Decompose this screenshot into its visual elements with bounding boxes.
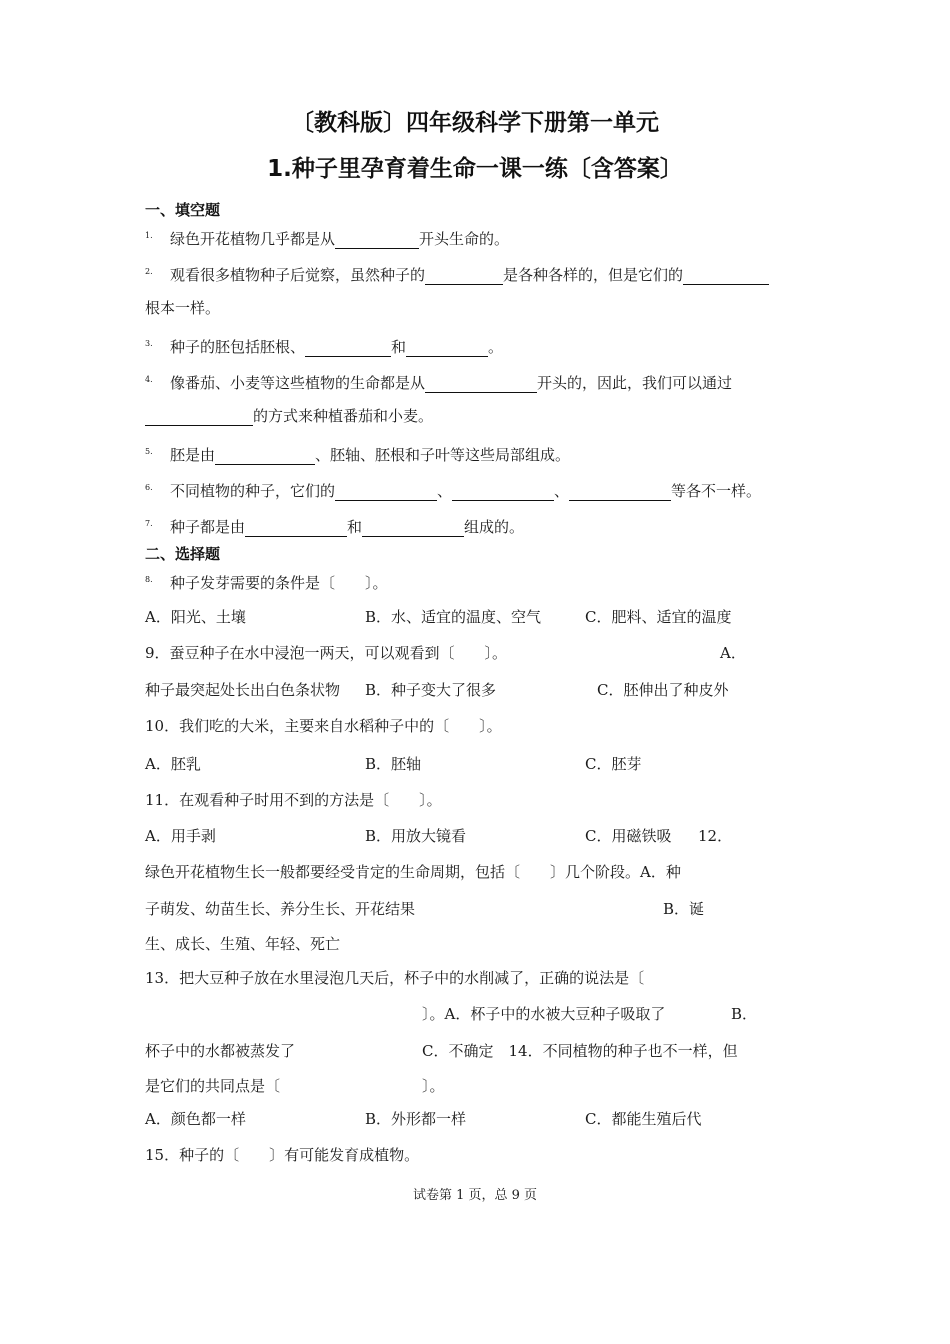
option-a[interactable]: A．阳光、土壤 <box>145 608 246 626</box>
page-footer: 试卷第 1 页，总 9 页 <box>412 1188 538 1203</box>
answer-blank[interactable] <box>335 484 437 501</box>
option-c[interactable]: C．都能生殖后代 <box>585 1110 702 1128</box>
question-number: 5. <box>145 447 153 456</box>
answer-blank[interactable] <box>215 448 315 465</box>
question-4-cont: 的方式来种植番茄和小麦。 <box>145 406 433 426</box>
option-b[interactable]: 杯子中的水都被蒸发了 <box>145 1042 296 1060</box>
option-b[interactable]: B．用放大镜看 <box>365 827 467 845</box>
answer-blank[interactable] <box>406 340 488 357</box>
question-8: 8. 种子发芽需要的条件是〔 〕。 <box>145 570 388 593</box>
question-13: 13．把大豆种子放在水里浸泡几天后，杯子中的水削减了，正确的说法是〔 <box>145 969 645 987</box>
option-a-cont[interactable]: 子萌发、幼苗生长、养分生长、开花结果 <box>145 900 416 918</box>
option-c[interactable]: C．胚伸出了种皮外 <box>597 681 729 699</box>
question-2: 2. 观看很多植物种子后觉察，虽然种子的 是各种各样的，但是它们的 <box>145 262 769 285</box>
option-c[interactable]: C．胚芽 <box>585 755 642 773</box>
answer-blank[interactable] <box>305 340 391 357</box>
answer-blank[interactable] <box>425 376 537 393</box>
answer-blank[interactable] <box>425 268 503 285</box>
question-12-number: 12． <box>698 827 733 845</box>
question-15: 15．种子的〔 〕有可能发育成植物。 <box>145 1146 420 1164</box>
option-b[interactable]: B．外形都一样 <box>365 1110 467 1128</box>
answer-blank[interactable] <box>145 409 253 426</box>
question-number: 1. <box>145 231 153 240</box>
answer-blank[interactable] <box>245 520 347 537</box>
option-a[interactable]: A．颜色都一样 <box>145 1110 246 1128</box>
answer-blank[interactable] <box>452 484 554 501</box>
option-c-and-question-14[interactable]: C．不确定 14．不同植物的种子也不一样，但 <box>422 1042 738 1060</box>
question-2-cont: 根本一样。 <box>145 299 221 317</box>
option-a[interactable]: 种子最突起处长出白色条状物 <box>145 681 341 699</box>
question-number: 7. <box>145 519 153 528</box>
option-b[interactable]: B．水、适宜的温度、空气 <box>365 608 542 626</box>
option-a[interactable]: A．用手剥 <box>145 827 216 845</box>
answer-blank[interactable] <box>335 232 419 249</box>
question-6: 6. 不同植物的种子，它们的 、 、 等各不一样。 <box>145 478 761 501</box>
option-b[interactable]: B．胚轴 <box>365 755 422 773</box>
option-c[interactable]: C．用磁铁吸 <box>585 827 672 845</box>
question-3: 3. 种子的胚包括胚根、 和 。 <box>145 334 503 357</box>
question-number: 6. <box>145 483 153 492</box>
question-number: 8. <box>145 575 153 584</box>
question-7: 7. 种子都是由 和 组成的。 <box>145 514 524 537</box>
question-14-cont: 是它们的共同点是〔 <box>145 1077 281 1095</box>
question-12: 绿色开花植物生长一般都要经受肯定的生命周期，包括〔 〕几个阶段。A．种 <box>145 863 681 881</box>
option-c[interactable]: C．肥料、适宜的温度 <box>585 608 732 626</box>
question-number: 4. <box>145 375 153 384</box>
option-b-letter[interactable]: B．诞 <box>663 900 705 918</box>
option-b-cont[interactable]: 生、成长、生殖、年轻、死亡 <box>145 935 341 953</box>
option-b[interactable]: B．种子变大了很多 <box>365 681 497 699</box>
question-11: 11．在观看种子时用不到的方法是〔 〕。 <box>145 791 442 809</box>
question-5: 5. 胚是由 、胚轴、胚根和子叶等这些局部组成。 <box>145 442 570 465</box>
title-line-2: 1.种子里孕育着生命一课一练〔含答案〕 <box>267 156 683 182</box>
question-14-close: 〕。 <box>422 1077 445 1095</box>
question-1: 1. 绿色开花植物几乎都是从 开头生命的。 <box>145 226 509 249</box>
answer-blank[interactable] <box>683 268 769 285</box>
answer-blank[interactable] <box>362 520 464 537</box>
question-9: 9．蚕豆种子在水中浸泡一两天，可以观看到〔 〕。 <box>145 644 508 662</box>
option-b-letter[interactable]: B． <box>731 1005 758 1023</box>
question-number: 2. <box>145 267 153 276</box>
option-a-letter[interactable]: A． <box>720 644 746 662</box>
answer-blank[interactable] <box>569 484 671 501</box>
question-4: 4. 像番茄、小麦等这些植物的生命都是从 开头的，因此，我们可以通过 <box>145 370 732 393</box>
option-a[interactable]: A．胚乳 <box>145 755 201 773</box>
question-13-cont[interactable]: 〕。A．杯子中的水被大豆种子吸取了 <box>422 1005 666 1023</box>
title-line-1: 〔教科版〕四年级科学下册第一单元 <box>291 110 659 136</box>
section-fill-in: 一、填空题 <box>145 201 221 219</box>
question-number: 3. <box>145 339 153 348</box>
section-multiple-choice: 二、选择题 <box>145 545 221 563</box>
question-10: 10．我们吃的大米，主要来自水稻种子中的〔 〕。 <box>145 717 502 735</box>
